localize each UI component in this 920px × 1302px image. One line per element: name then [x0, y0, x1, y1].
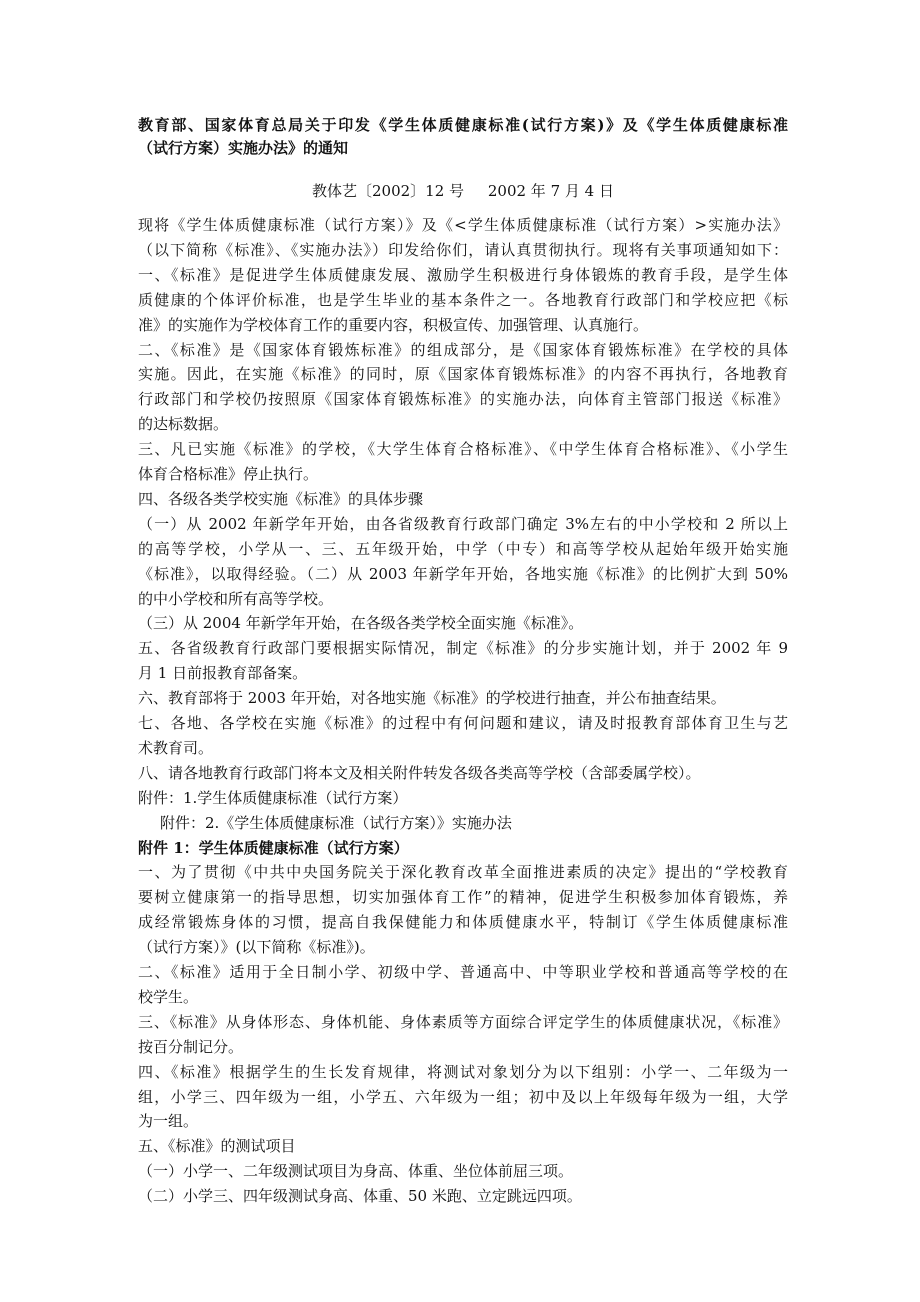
body-text-line: 二、《标准》是《国家体育锻炼标准》的组成部分，是《国家体育锻炼标准》在学校的具体 [138, 341, 788, 359]
body-text-line: 《标准》，以取得经验。（二）从 2003 年新学年开始，各地实施《标准》的比例扩大到 50% [138, 565, 788, 583]
document-number-date: 教体艺〔2002〕12 号 2002 年 7 月 4 日 [312, 182, 614, 200]
body-text-line: 六、教育部将于 2003 年开始，对各地实施《标准》的学校进行抽查，并公布抽查结果。 [138, 689, 726, 707]
body-text-line: （一）小学一、二年级测试项目为身高、体重、坐位体前屈三项。 [138, 1162, 574, 1180]
body-text-line: 组，小学三、四年级为一组，小学五、六年级为一组；初中及以上年级每年级为一组，大学 [138, 1088, 788, 1106]
body-text-line: （三）从 2004 年新学年开始，在各级各类学校全面实施《标准》。 [138, 614, 584, 632]
body-text-line: 三、《标准》从身体形态、身体机能、身体素质等方面综合评定学生的体质健康状况，《标准》 [138, 1013, 788, 1031]
body-text-line: 的中小学校和所有高等学校。 [138, 590, 334, 608]
body-text-line: 行政部门和学校仍按照原《国家体育锻炼标准》的实施办法，向体育主管部门报送《标准》 [138, 390, 788, 408]
body-text-line: 五、各省级教育行政部门要根据实际情况，制定《标准》的分步实施计划，并于 2002 年 9 [138, 639, 788, 657]
body-text-line: 体育合格标准》停止执行。 [138, 465, 319, 483]
body-text-line: 实施。因此，在实施《标准》的同时，原《国家体育锻炼标准》的内容不再执行，各地教育 [138, 365, 788, 383]
body-text-line: 一、为了贯彻《中共中央国务院关于深化教育改革全面推进素质的决定》提出的“学校教育 [138, 863, 788, 881]
body-text-line: 成经常锻炼身体的习惯，提高自我保健能力和体质健康水平，特制订《学生体质健康标准 [138, 913, 788, 931]
body-text-line: 的达标数据。 [138, 415, 229, 433]
body-text-line: 要树立健康第一的指导思想，切实加强体育工作”的精神，促进学生积极参加体育锻炼，养 [138, 888, 788, 906]
body-text-line: （试行方案）》(以下简称《标准》)。 [138, 938, 375, 956]
body-text-line: 七、各地、各学校在实施《标准》的过程中有何问题和建议，请及时报教育部体育卫生与艺 [138, 714, 788, 732]
body-text-line: 准》的实施作为学校体育工作的重要内容，积极宣传、加强管理、认真施行。 [138, 316, 649, 334]
body-text-line: 校学生。 [138, 988, 199, 1006]
body-text-line: 现将《学生体质健康标准（试行方案）》及《<学生体质健康标准（试行方案）>实施办法》 [138, 216, 788, 234]
body-text-line: 五、《标准》的测试项目 [138, 1137, 296, 1155]
body-text-line: 按百分制记分。 [138, 1038, 244, 1056]
body-text-line: 三、凡已实施《标准》的学校，《大学生体育合格标准》、《中学生体育合格标准》、《小学生 [138, 440, 788, 458]
body-text-line: 质健康的个体评价标准，也是学生毕业的基本条件之一。各地教育行政部门和学校应把《标 [138, 291, 788, 309]
body-text-line: 四、《标准》根据学生的生长发育规律，将测试对象划分为以下组别：小学一、二年级为一 [138, 1063, 788, 1081]
body-text-line: 八、请各地教育行政部门将本文及相关附件转发各级各类高等学校（含部委属学校）。 [138, 764, 701, 782]
body-text-line: 月 1 日前报教育部备案。 [138, 664, 308, 682]
body-text-line: 二、《标准》适用于全日制小学、初级中学、普通高中、中等职业学校和普通高等学校的在 [138, 963, 788, 981]
body-text-line: 的高等学校，小学从一、三、五年级开始，中学（中专）和高等学校从起始年级开始实施 [138, 540, 788, 558]
body-text-line: 术教育司。 [138, 739, 214, 757]
body-text-line: （一）从 2002 年新学年开始，由各省级教育行政部门确定 3%左右的中小学校和 2 所以上 [138, 515, 788, 533]
body-text-line: 为一组。 [138, 1112, 199, 1130]
body-text-line: 附件：1.学生体质健康标准（试行方案） [138, 789, 408, 807]
body-text-line: （二）小学三、四年级测试身高、体重、50 米跑、立定跳远四项。 [138, 1187, 582, 1205]
body-text-line: 四、各级各类学校实施《标准》的具体步骤 [138, 490, 424, 508]
document-title-line: （试行方案）实施办法》的通知 [138, 139, 349, 157]
section-heading: 附件 1：学生体质健康标准（试行方案） [138, 839, 409, 857]
document-title-line: 教育部、国家体育总局关于印发《学生体质健康标准(试行方案)》及《学生体质健康标准 [138, 116, 788, 134]
body-text-line: 一、《标准》是促进学生体质健康发展、激励学生积极进行身体锻炼的教育手段，是学生体 [138, 266, 788, 284]
body-text-line: 附件：2.《学生体质健康标准（试行方案）》实施办法 [160, 814, 512, 832]
body-text-line: （以下简称《标准》、《实施办法》）印发给你们，请认真贯彻执行。现将有关事项通知如下： [138, 241, 788, 259]
